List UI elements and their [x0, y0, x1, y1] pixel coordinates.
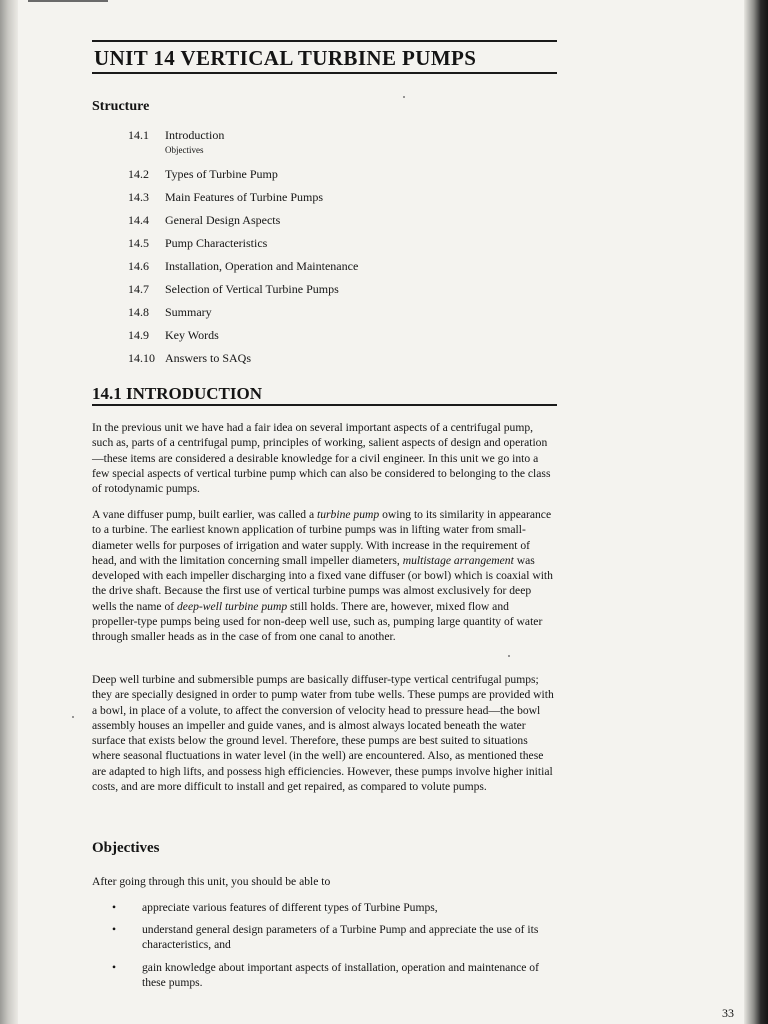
- paragraph-text: owing to its similarity in appearance to a turbine. The earliest known application of turbine pumps was in lifting water from small-diameter wells for purposes of irrigation and water supply. With increase in the requirement of head, and with the limitation concerning small impeller diameters,: [92, 508, 552, 567]
- toc-item-14-8: 14.8 Summary: [128, 305, 212, 319]
- toc-item-14-10: 14.10 Answers to SAQs: [128, 351, 252, 365]
- italic-term: turbine pump: [317, 508, 380, 521]
- scan-shadow-left: [0, 0, 18, 1024]
- bullet-icon: •: [112, 901, 117, 914]
- toc-item-14-6: 14.6 Installation, Operation and Maintenance: [128, 259, 359, 273]
- toc-item-14-5: 14.5 Pump Characteristics: [128, 236, 268, 250]
- paragraph-text: In the previous unit we have had a fair idea on several important aspects of a centrifugal pump, such as, parts of a centrifugal pump, principles of working, salient aspects of design and operation—these items are considered a desirable knowledge for a civil engineer. In this unit we go into a few special aspects of vertical turbine pump which can also be considered to belonging to the class of rotodynamic pumps.: [92, 421, 551, 496]
- paragraph-text: was developed with each impeller discharging into a fixed vane diffuser (or bowl) which is coaxial with the drive shaft. Because the first use of vertical turbine pumps was almost exclusively for deep wells the name of: [92, 553, 553, 613]
- structure-heading: Structure: [92, 99, 150, 114]
- section-rule: [92, 404, 557, 406]
- unit-title: UNIT 14 VERTICAL TURBINE PUMPS: [94, 46, 477, 70]
- toc-item-14-1: 14.1 Introduction: [128, 128, 225, 142]
- paragraph-text: A vane diffuser pump, built earlier, was called a: [92, 508, 318, 521]
- toc-item-14-9: 14.9 Key Words: [128, 328, 219, 342]
- toc-subitem-objectives: Objectives: [165, 145, 204, 155]
- paragraph-text: Deep well turbine and submersible pumps are basically diffuser-type vertical centrifugal pumps; they are specially designed in order to pump water from tube wells. These pumps are provided with a bowl, in place of a volute, to affect the conversion of velocity head to pressure head—the bowl assembly houses an impeller and guide vanes, and is almost always located beneath the water surface that exists below the ground level. Therefore, these pumps are best suited to situations where seasonal fluctuations in water level (in the well) are encountered. Also, as mentioned these are adapted to high lifts, and possess high efficiencies. However, these pumps involve higher initial costs, and are more difficult to install and get repaired, as compared to volute pumps.: [92, 673, 554, 794]
- page-number: 33: [722, 1006, 734, 1020]
- intro-paragraph-2: [92, 507, 554, 645]
- toc-item-14-4: 14.4 General Design Aspects: [128, 213, 281, 227]
- section-heading: 14.1 INTRODUCTION: [92, 384, 263, 403]
- italic-term: deep-well turbine pump: [177, 599, 288, 613]
- objectives-intro: After going through this unit, you should be able to: [92, 875, 331, 888]
- paragraph-text: still holds. There are, however, mixed flow and propeller-type pumps being used for non-deep well use, such as, pumping large quantity of water through smaller heads as in the case of from one canal to another.: [92, 599, 543, 644]
- italic-term: multistage arrangement: [402, 553, 514, 567]
- intro-paragraph-3: [92, 672, 554, 794]
- title-rule-top: [92, 40, 557, 42]
- objectives-heading: Objectives: [92, 840, 160, 856]
- toc-item-14-3: 14.3 Main Features of Turbine Pumps: [128, 190, 324, 204]
- scan-shadow-right: [744, 0, 768, 1024]
- scan-mark: [28, 0, 108, 2]
- toc-item-14-7: 14.7 Selection of Vertical Turbine Pumps: [128, 282, 339, 296]
- intro-paragraph-1: [92, 420, 554, 496]
- title-rule-bottom: [92, 72, 557, 74]
- bullet-icon: •: [112, 961, 117, 974]
- toc-item-14-2: 14.2 Types of Turbine Pump: [128, 167, 278, 181]
- bullet-icon: •: [112, 923, 117, 936]
